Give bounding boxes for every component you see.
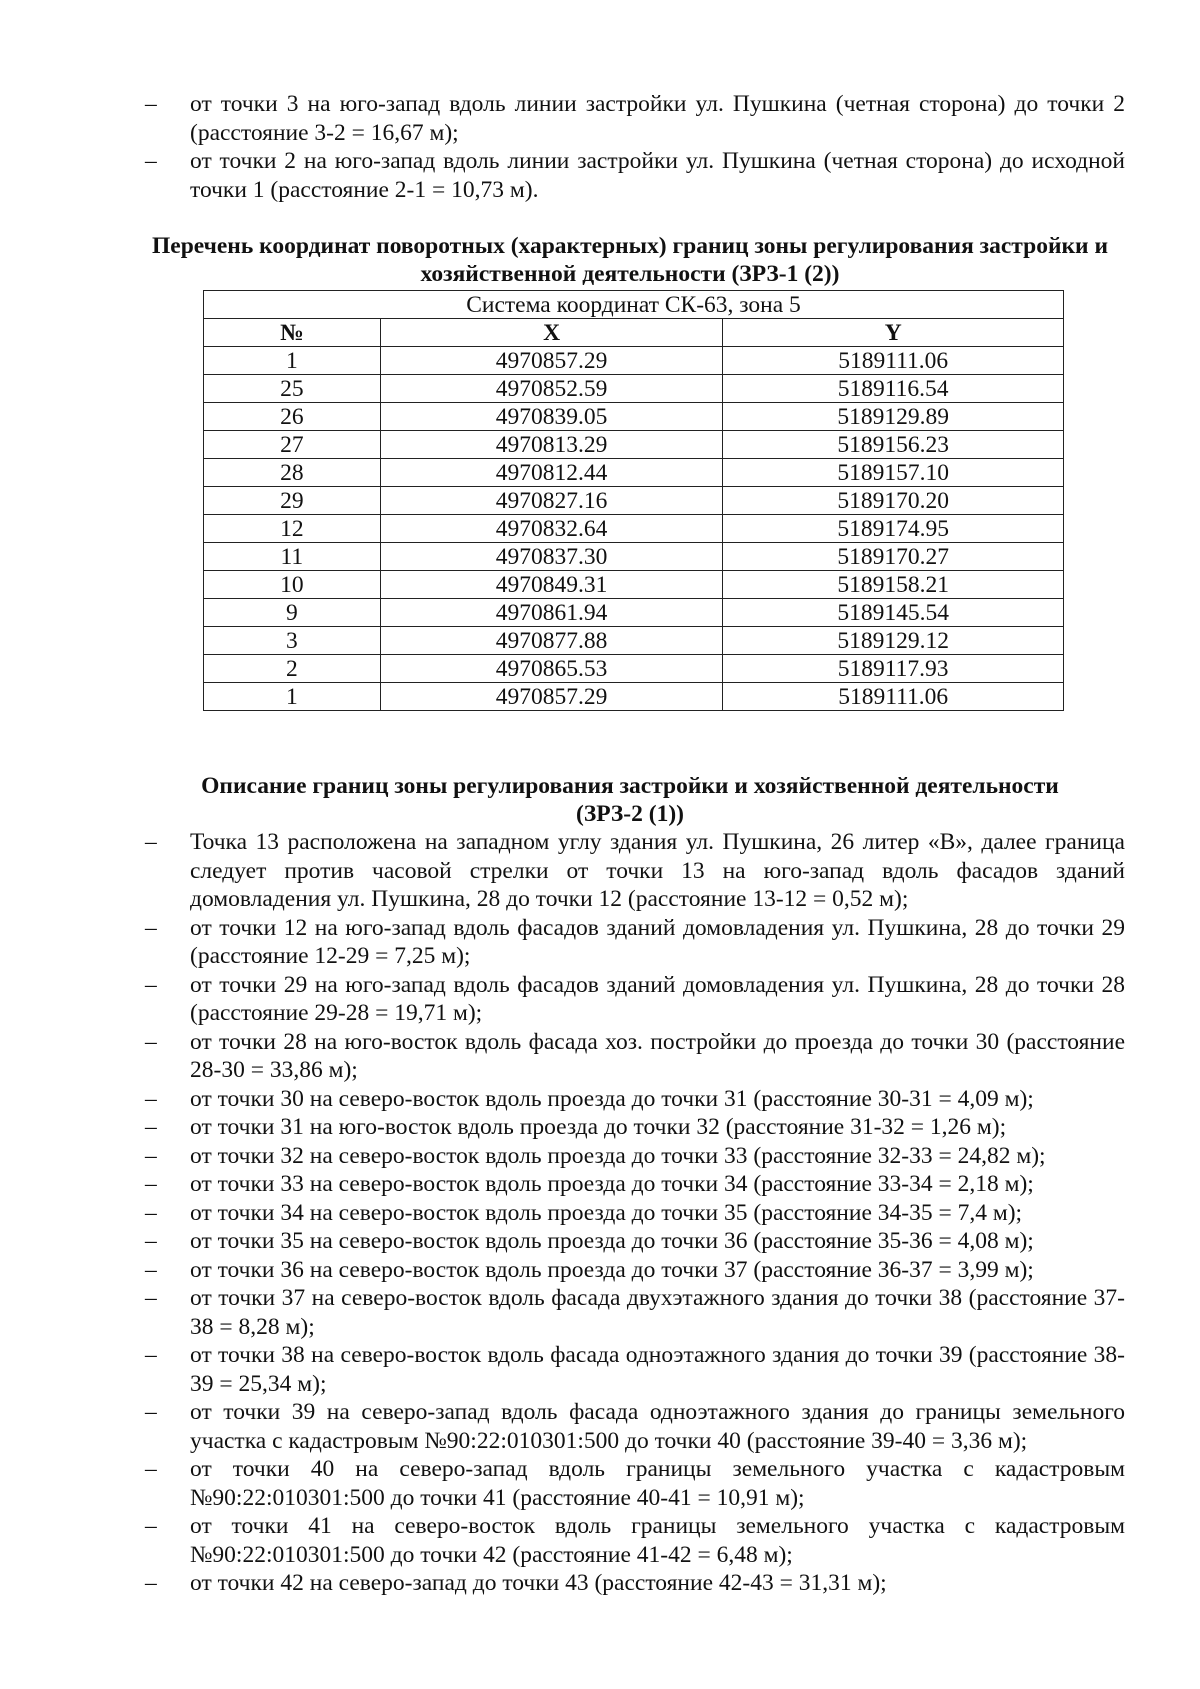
x-value: 4970839.05 <box>380 403 723 431</box>
x-value: 4970812.44 <box>380 459 723 487</box>
description-heading <box>130 772 1130 828</box>
list-item <box>145 1512 1125 1569</box>
y-value: 5189170.27 <box>723 543 1064 571</box>
column-header-x: X <box>380 319 723 347</box>
point-number: 29 <box>204 487 381 515</box>
x-value: 4970837.30 <box>380 543 723 571</box>
point-number: 25 <box>204 375 381 403</box>
y-value: 5189116.54 <box>723 375 1064 403</box>
list-item <box>145 1284 1125 1341</box>
point-number: 3 <box>204 627 381 655</box>
x-value: 4970865.53 <box>380 655 723 683</box>
list-item-text: от точки 3 на юго-запад вдоль линии застройки ул. Пушкина (четная сторона) до точки 2 (расстояние 3-2 = 16,67 м); <box>190 91 1125 146</box>
table-heading: Перечень координат поворотных (характерных) границ зоны регулирования застройки и хозяйственной деятельности (ЗРЗ-1 (2)) <box>152 233 1108 287</box>
list-item <box>145 828 1125 914</box>
x-value: 4970827.16 <box>380 487 723 515</box>
bullet-dash: – <box>145 914 157 941</box>
point-number: 10 <box>204 571 381 599</box>
point-number: 28 <box>204 459 381 487</box>
bullet-dash: – <box>145 829 157 855</box>
point-number: 1 <box>204 683 381 711</box>
coordinate-system-caption: Система координат СК-63, зона 5 <box>204 291 1064 319</box>
table-row <box>204 515 1064 543</box>
column-header-y: Y <box>723 319 1064 347</box>
point-number: 26 <box>204 403 381 431</box>
list-item-text: от точки 40 на северо-запад вдоль границы земельного участка с кадастровым №90:22:010301:500 до точки 41 (расстояние 40-41 = 10,91 м); <box>190 1456 1125 1511</box>
table-row <box>204 347 1064 375</box>
list-item-text: от точки 2 на юго-запад вдоль линии застройки ул. Пушкина (четная сторона) до исходной точки 1 (расстояние 2-1 = 10,73 м). <box>190 148 1125 203</box>
table-row <box>204 627 1064 655</box>
point-number: 2 <box>204 655 381 683</box>
description-heading-line2: (ЗРЗ-2 (1)) <box>576 801 684 827</box>
list-item <box>145 90 1125 147</box>
bullet-dash: – <box>145 1114 157 1140</box>
x-value: 4970813.29 <box>380 431 723 459</box>
bullet-dash: – <box>145 1285 157 1311</box>
bullet-dash: – <box>145 148 157 174</box>
coordinates-table <box>203 290 1064 711</box>
bullet-dash: – <box>145 1142 157 1169</box>
point-number: 11 <box>204 543 381 571</box>
list-item <box>145 147 1125 204</box>
bullet-dash: – <box>145 1028 157 1055</box>
bullet-dash: – <box>145 1171 157 1197</box>
list-item <box>145 1256 1125 1285</box>
list-item-text: от точки 31 на юго-восток вдоль проезда до точки 32 (расстояние 31-32 = 1,26 м); <box>190 1114 1007 1140</box>
table-row <box>204 375 1064 403</box>
list-item <box>145 1341 1125 1398</box>
x-value: 4970849.31 <box>380 571 723 599</box>
list-item <box>145 971 1125 1028</box>
y-value: 5189111.06 <box>723 683 1064 711</box>
table-row <box>204 487 1064 515</box>
list-item <box>145 1170 1125 1199</box>
bullet-dash: – <box>145 1085 157 1112</box>
x-value: 4970857.29 <box>380 347 723 375</box>
list-item <box>145 1398 1125 1455</box>
y-value: 5189111.06 <box>723 347 1064 375</box>
table-row <box>204 599 1064 627</box>
top-boundary-list <box>145 90 1125 204</box>
y-value: 5189158.21 <box>723 571 1064 599</box>
list-item <box>145 1455 1125 1512</box>
list-item <box>145 1113 1125 1142</box>
x-value: 4970832.64 <box>380 515 723 543</box>
list-item <box>145 1569 1125 1598</box>
y-value: 5189157.10 <box>723 459 1064 487</box>
list-item-text: от точки 32 на северо-восток вдоль проезда до точки 33 (расстояние 32-33 = 24,82 м); <box>190 1142 1046 1169</box>
table-row <box>204 403 1064 431</box>
boundary-description-list <box>145 828 1125 1598</box>
table-row <box>204 683 1064 711</box>
x-value: 4970852.59 <box>380 375 723 403</box>
list-item <box>145 1142 1125 1171</box>
bullet-dash: – <box>145 971 157 998</box>
bullet-dash: – <box>145 1228 157 1254</box>
list-item-text: от точки 38 на северо-восток вдоль фасада одноэтажного здания до точки 39 (расстояние 38-39 = 25,34 м); <box>190 1342 1125 1397</box>
list-item-text: от точки 36 на северо-восток вдоль проезда до точки 37 (расстояние 36-37 = 3,99 м); <box>190 1256 1034 1283</box>
point-number: 12 <box>204 515 381 543</box>
point-number: 9 <box>204 599 381 627</box>
description-heading-line1: Описание границ зоны регулирования застройки и хозяйственной деятельности <box>201 773 1059 799</box>
x-value: 4970857.29 <box>380 683 723 711</box>
list-item <box>145 1227 1125 1256</box>
x-value: 4970861.94 <box>380 599 723 627</box>
y-value: 5189170.20 <box>723 487 1064 515</box>
list-item-text: от точки 34 на северо-восток вдоль проезда до точки 35 (расстояние 34-35 = 7,4 м); <box>190 1199 1023 1226</box>
list-item-text: от точки 28 на юго-восток вдоль фасада хоз. постройки до проезда до точки 30 (расстояние 28-30 = 33,86 м); <box>190 1028 1125 1083</box>
list-item <box>145 1028 1125 1085</box>
y-value: 5189129.89 <box>723 403 1064 431</box>
list-item <box>145 1199 1125 1228</box>
list-item <box>145 1085 1125 1114</box>
table-row <box>204 655 1064 683</box>
bullet-dash: – <box>145 1456 157 1482</box>
y-value: 5189156.23 <box>723 431 1064 459</box>
list-item-text: от точки 33 на северо-восток вдоль проезда до точки 34 (расстояние 33-34 = 2,18 м); <box>190 1171 1034 1197</box>
list-item-text: от точки 37 на северо-восток вдоль фасада двухэтажного здания до точки 38 (расстояние 37-38 = 8,28 м); <box>190 1285 1125 1340</box>
bullet-dash: – <box>145 1570 157 1596</box>
table-row <box>204 571 1064 599</box>
bullet-dash: – <box>145 1399 157 1425</box>
point-number: 1 <box>204 347 381 375</box>
list-item-text: от точки 29 на юго-запад вдоль фасадов зданий домовладения ул. Пушкина, 28 до точки 28 (расстояние 29-28 = 19,71 м); <box>190 971 1125 1026</box>
column-header-number: № <box>204 319 381 347</box>
list-item-text: Точка 13 расположена на западном углу здания ул. Пушкина, 26 литер «В», далее граница следует против часовой стрелки от точки 13 на юго-запад вдоль фасадов зданий домовладения ул. Пушкина, 28 до точки 12 (расстояние 13-12 = 0,52 м); <box>190 829 1125 912</box>
y-value: 5189117.93 <box>723 655 1064 683</box>
table-row <box>204 459 1064 487</box>
bullet-dash: – <box>145 91 157 117</box>
bullet-dash: – <box>145 1199 157 1226</box>
bullet-dash: – <box>145 1342 157 1368</box>
y-value: 5189174.95 <box>723 515 1064 543</box>
list-item-text: от точки 12 на юго-запад вдоль фасадов зданий домовладения ул. Пушкина, 28 до точки 29 (расстояние 12-29 = 7,25 м); <box>190 914 1125 969</box>
y-value: 5189129.12 <box>723 627 1064 655</box>
bullet-dash: – <box>145 1513 157 1539</box>
list-item-text: от точки 39 на северо-запад вдоль фасада одноэтажного здания до границы земельного участка с кадастровым №90:22:010301:500 до точки 40 (расстояние 39-40 = 3,36 м); <box>190 1399 1125 1454</box>
list-item-text: от точки 35 на северо-восток вдоль проезда до точки 36 (расстояние 35-36 = 4,08 м); <box>190 1228 1034 1254</box>
list-item-text: от точки 30 на северо-восток вдоль проезда до точки 31 (расстояние 30-31 = 4,09 м); <box>190 1085 1034 1112</box>
point-number: 27 <box>204 431 381 459</box>
y-value: 5189145.54 <box>723 599 1064 627</box>
bullet-dash: – <box>145 1256 157 1283</box>
list-item-text: от точки 41 на северо-восток вдоль границы земельного участка с кадастровым №90:22:010301:500 до точки 42 (расстояние 41-42 = 6,48 м); <box>190 1513 1125 1568</box>
x-value: 4970877.88 <box>380 627 723 655</box>
table-row <box>204 543 1064 571</box>
list-item-text: от точки 42 на северо-запад до точки 43 (расстояние 42-43 = 31,31 м); <box>190 1570 887 1596</box>
table-row <box>204 431 1064 459</box>
list-item <box>145 914 1125 971</box>
